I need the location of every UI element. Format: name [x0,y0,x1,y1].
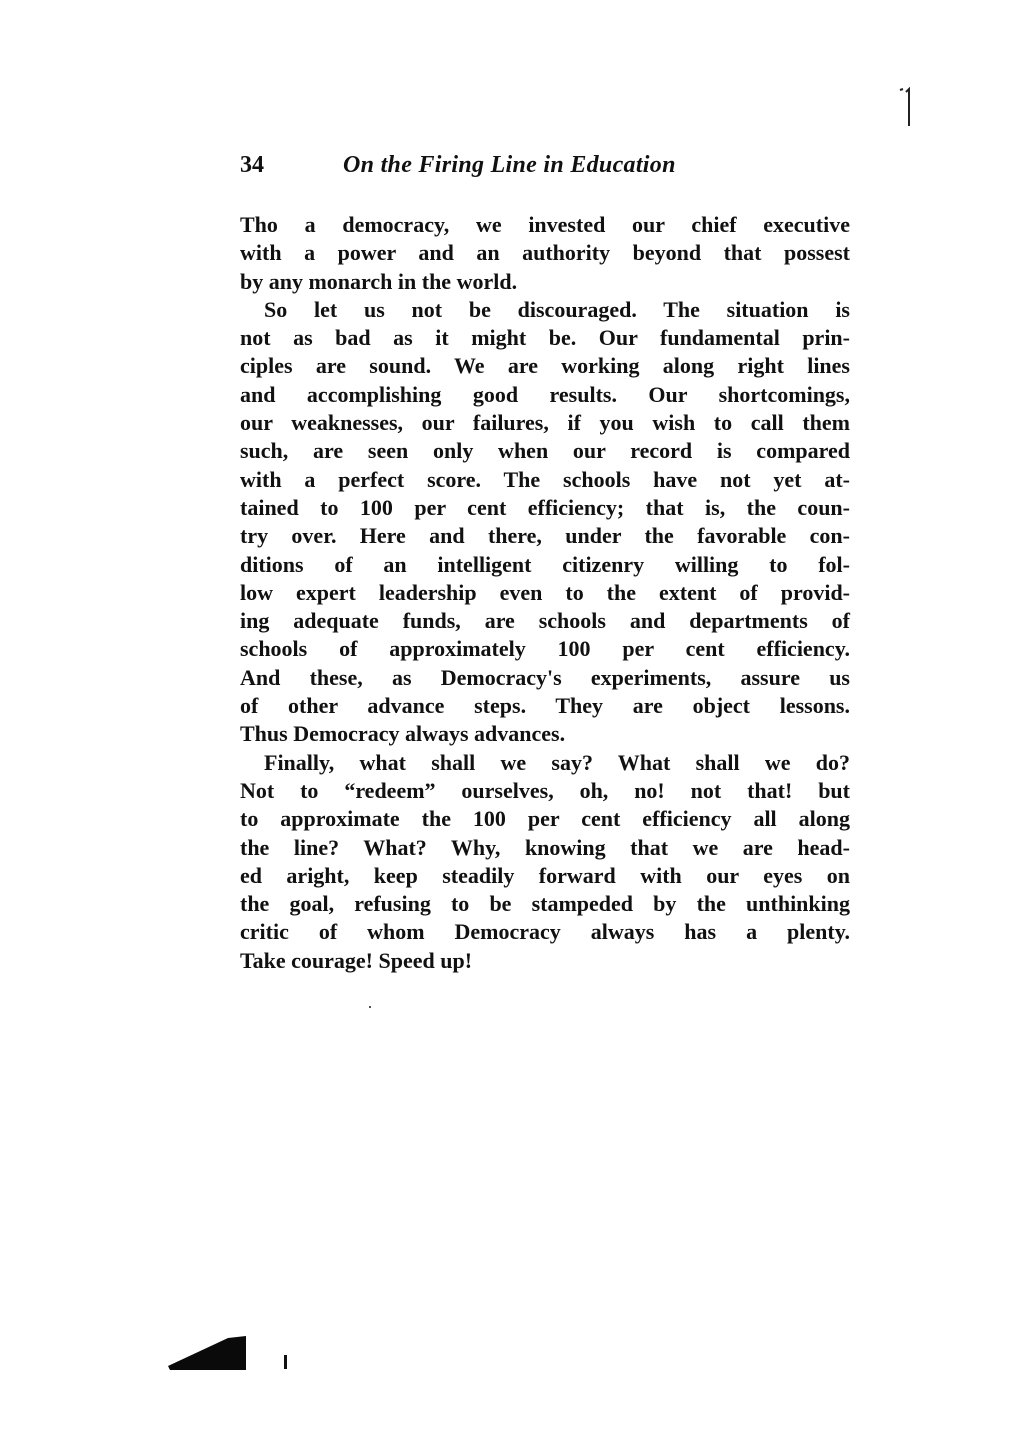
body-text [240,211,850,975]
paragraph [240,211,850,296]
text-line: Thus Democracy always advances. [240,721,566,747]
text-line: with a perfect score. The schools have not yet at- [240,466,850,492]
text-line: ditions of an intelligent citizenry willing to fol- [240,551,850,577]
text-line: ed aright, keep steadily forward with our eyes on [240,862,850,888]
text-line: with a power and an authority beyond that possest [240,240,850,266]
text-line: critic of whom Democracy always has a plenty. [240,919,850,945]
text-line: Not to “redeem” ourselves, oh, no! not that! but [240,777,850,803]
text-line: So let us not be discouraged. The situation is [264,296,850,322]
text-line: the line? What? Why, knowing that we are head- [240,834,850,860]
page-number: 34 [240,152,264,178]
text-line: Take courage! Speed up! [240,947,473,973]
text-line: ing adequate funds, are schools and departments of [240,608,850,634]
running-title: On the Firing Line in Education [343,152,676,178]
text-line: our weaknesses, our failures, if you wish to call them [240,410,850,436]
text-line: by any monarch in the world. [240,268,518,294]
text-line: to approximate the 100 per cent efficiency all along [240,806,850,832]
text-line: of other advance steps. They are object lessons. [240,693,850,719]
text-line: tained to 100 per cent efficiency; that is, the coun- [240,494,850,520]
stray-dot-icon [369,1006,371,1008]
margin-mark-icon [898,86,912,130]
text-line: such, are seen only when our record is compared [240,438,850,464]
scan-tick-mark-icon [284,1355,287,1369]
text-line: and accomplishing good results. Our shortcomings, [240,381,850,407]
text-line: low expert leadership even to the extent of provid- [240,579,850,605]
text-line: schools of approximately 100 per cent efficiency. [240,636,850,662]
text-line: try over. Here and there, under the favorable con- [240,523,850,549]
text-line: ciples are sound. We are working along right lines [240,353,850,379]
paragraph [240,296,850,749]
text-line: Tho a democracy, we invested our chief executive [240,212,850,237]
text-line: Finally, what shall we say? What shall we do? [264,749,850,775]
text-line: not as bad as it might be. Our fundamental prin- [240,325,850,351]
text-line: And these, as Democracy's experiments, assure us [240,664,850,690]
scan-corner-mark-icon [168,1336,248,1370]
text-line: the goal, refusing to be stampeded by the unthinking [240,891,850,917]
paragraph [240,749,850,975]
